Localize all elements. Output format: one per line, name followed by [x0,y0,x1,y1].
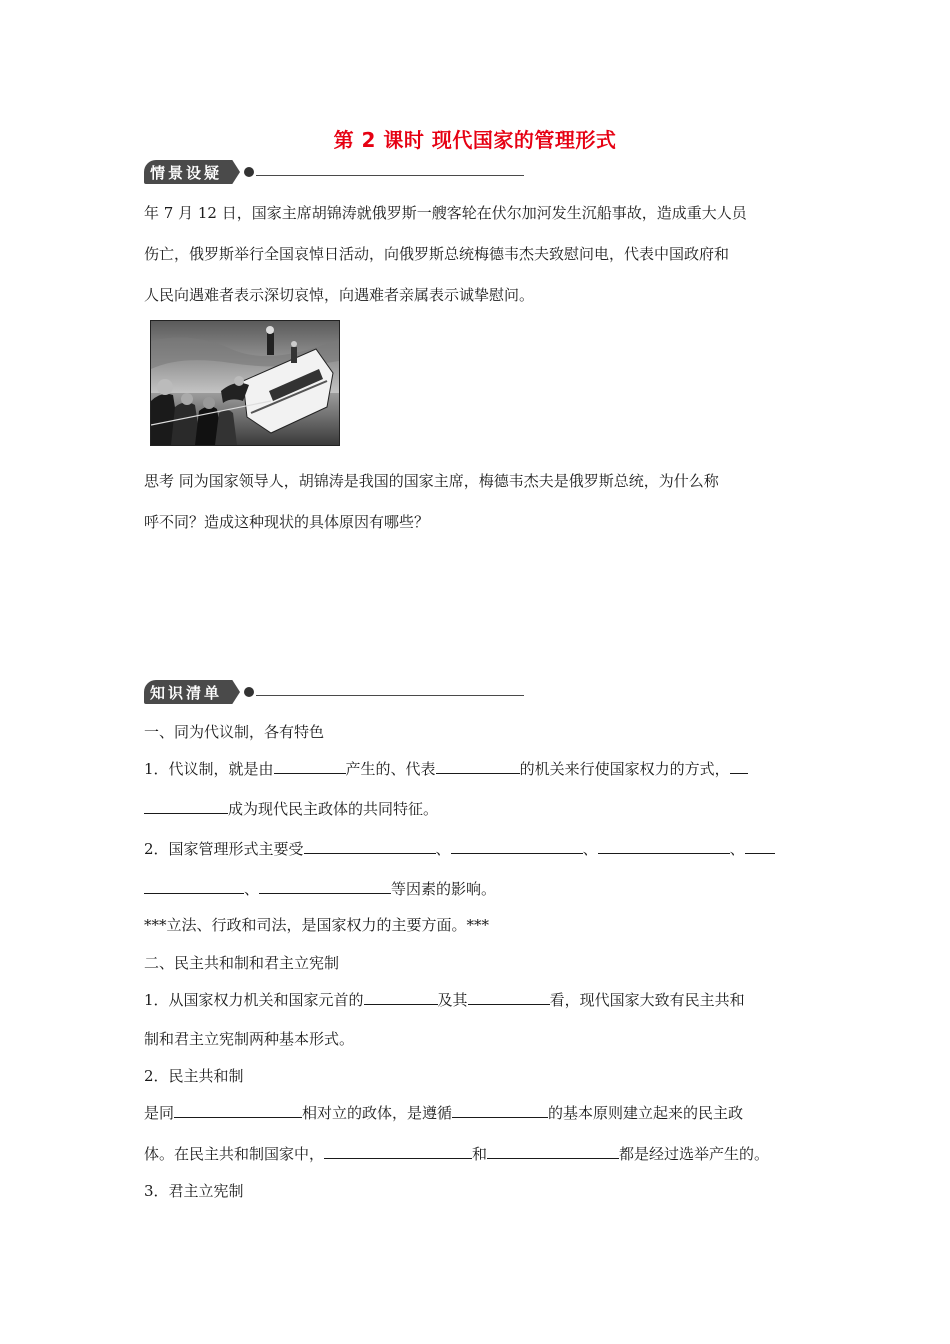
item-text: 2．国家管理形式主要受 [144,840,304,858]
item-2-1 [144,989,814,1010]
item-text: 1．代议制，就是由 [144,760,274,778]
fill-blank[interactable] [144,879,244,894]
fill-blank[interactable] [436,759,520,774]
photo-illustration [151,321,339,445]
fill-blank[interactable] [364,990,438,1005]
item-text: 相对立的政体，是遵循 [302,1104,453,1122]
separator: 、 [582,840,598,858]
section-label: 情景设疑 [150,164,223,182]
fill-blank[interactable] [174,1103,302,1118]
note-line: ***立法、行政和司法，是国家权力的主要方面。*** [144,916,490,934]
item-text: 都是经过选举产生的。 [619,1145,770,1163]
fill-blank[interactable] [745,839,775,854]
bullet-dot-icon [244,167,254,177]
think-line-1: 思考 同为国家领导人，胡锦涛是我国的国家主席，梅德韦杰夫是俄罗斯总统，为什么称 [144,472,719,490]
item-text: 的基本原则建立起来的民主政 [548,1104,744,1122]
section-header-knowledge [144,680,524,704]
item-text: 1．从国家权力机关和国家元首的 [144,991,364,1009]
item-1-2 [144,838,814,859]
think-line-2: 呼不同？造成这种现状的具体原因有哪些？ [144,513,430,531]
rescue-boat-photo [150,320,340,446]
item-text: 及其 [437,991,468,1009]
fill-blank[interactable] [468,990,550,1005]
item-2-2-title: 2．民主共和制 [144,1067,244,1085]
bullet-dot-icon [244,687,254,697]
fill-blank[interactable] [730,759,748,774]
item-text: 的机关来行使国家权力的方式， [519,760,730,778]
fill-blank[interactable] [304,839,436,854]
item-text: 看，现代国家大致有民主共和 [549,991,745,1009]
item-2-2 [144,1102,814,1123]
item-2-2-cont [144,1143,814,1164]
fill-blank[interactable] [274,759,346,774]
fill-blank[interactable] [598,839,730,854]
separator: 、 [435,840,451,858]
item-1-1-cont [144,798,814,819]
heading-part-one: 一、同为代议制，各有特色 [144,723,325,741]
item-1-2-cont [144,878,814,899]
fill-blank[interactable] [259,879,391,894]
fill-blank[interactable] [487,1144,619,1159]
item-text: 体。在民主共和制国家中， [144,1145,325,1163]
heading-part-two: 二、民主共和制和君主立宪制 [144,954,340,972]
scenario-line-3: 人民向遇难者表示深切哀悼，向遇难者亲属表示诚挚慰问。 [144,286,535,304]
item-text: 产生的、代表 [345,760,436,778]
scenario-line-2: 伤亡，俄罗斯举行全国哀悼日活动，向俄罗斯总统梅德韦杰夫致慰问电，代表中国政府和 [144,245,730,263]
fill-blank[interactable] [452,1103,548,1118]
section-rule [256,175,524,176]
item-1-1 [144,758,814,779]
item-text: 等因素的影响。 [391,880,497,898]
page-title: 第 2 课时 现代国家的管理形式 [333,128,617,152]
section-rule [256,695,524,696]
scenario-line-1: 年 7 月 12 日，国家主席胡锦涛就俄罗斯一艘客轮在伏尔加河发生沉船事故，造成重大人员 [144,204,747,222]
separator: 、 [244,880,260,898]
item-text: 是同 [144,1104,175,1122]
fill-blank[interactable] [451,839,583,854]
section-label: 知识清单 [150,684,223,702]
item-2-3-title: 3．君主立宪制 [144,1182,244,1200]
item-text: 成为现代民主政体的共同特征。 [228,800,439,818]
section-header-scenario [144,160,524,184]
item-text: 和 [472,1145,488,1163]
fill-blank[interactable] [324,1144,472,1159]
fill-blank[interactable] [144,799,228,814]
item-2-1-cont: 制和君主立宪制两种基本形式。 [144,1030,355,1048]
separator: 、 [729,840,745,858]
